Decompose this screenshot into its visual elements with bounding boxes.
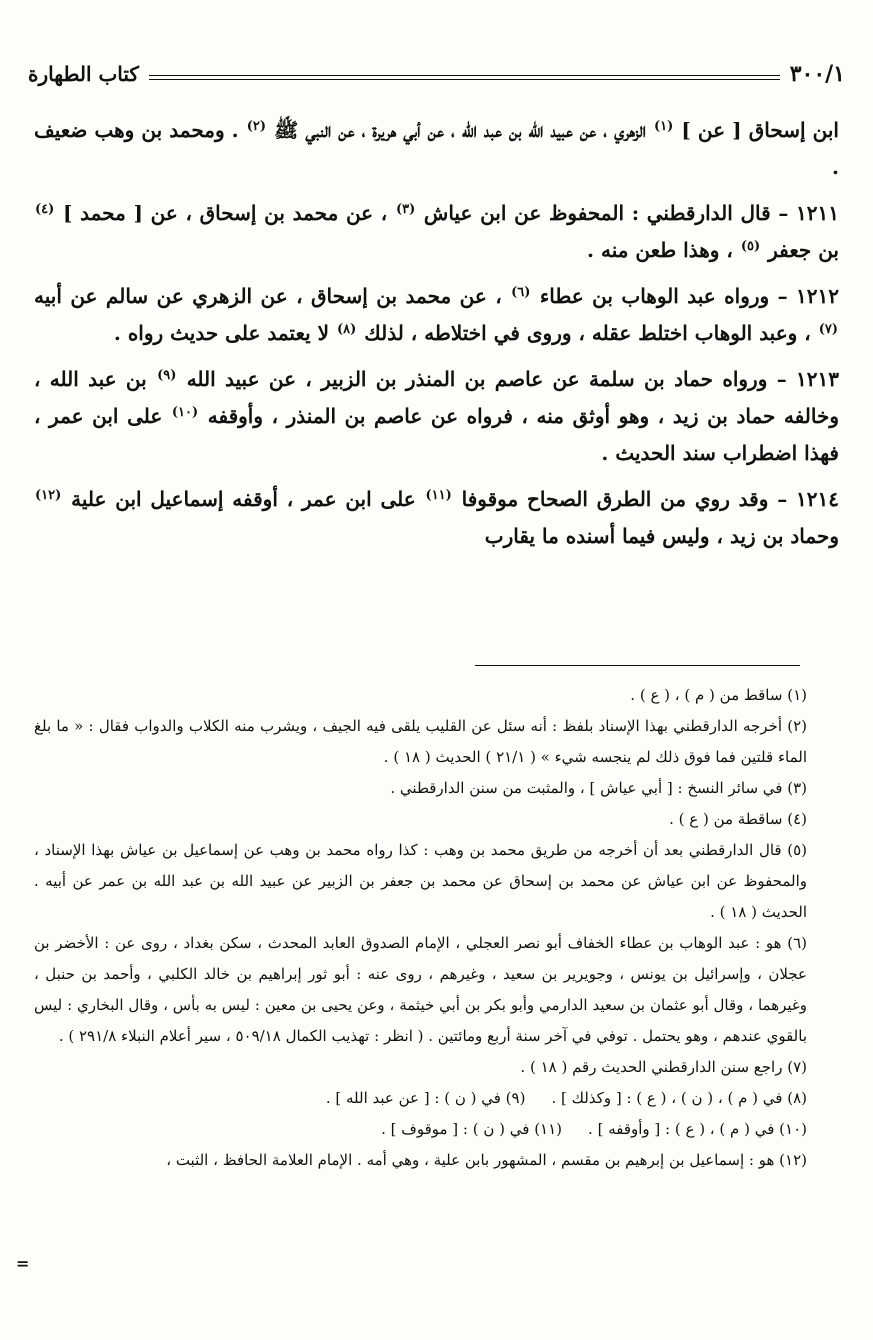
footnote-ref: (١١) [425,488,452,503]
footnote-ref: (٩) [157,368,177,383]
paragraph [34,195,839,269]
footnote-separator [475,665,800,666]
main-text [34,112,839,564]
footnote-ref: (٢) [246,119,267,134]
footnote-ref: (١٠) [171,405,199,420]
text-run: على ابن عمر ، فهذا اضطراب سند الحديث . [34,404,839,465]
paragraph [34,481,839,555]
text-run: وحماد بن زيد ، وليس فيما أسنده ما يقارب [484,524,839,548]
footnote: (١٠) في ( م ) ، ( ع ) : [ وأوقفه ] . [588,1120,807,1138]
text-run: ، عن محمد بن إسحاق ، عن [ محمد ] [55,201,395,225]
text-run: ، وهذا طعن منه . [587,238,740,262]
text-run: ، وعبد الوهاب اختلط عقله ، وروى في اختلاطه ، لذلك [357,321,818,345]
footnote-ref: (١) [654,119,674,134]
text-run: . ومحمد بن وهب ضعيف . [34,118,839,179]
footnotes [34,680,807,1176]
footnote-pair [34,1083,807,1114]
footnote: (٧) راجع سنن الدارقطني الحديث رقم ( ١٨ ) . [520,1058,807,1076]
page-number: ٣٠٠/١ [789,61,845,87]
footnote-pair [34,1114,807,1145]
paragraph [34,361,839,472]
footnote: (١٢) هو : إسماعيل بن إبرهيم بن مقسم ، المشهور بابن علية ، وهي أمه . الإمام العلامة الحافظ ، الثبت ، [166,1151,807,1169]
footnote-ref: (٧) [818,322,838,337]
footnote: (٨) في ( م ) ، ( ن ) ، ( ع ) : [ وكذلك ] . [551,1089,807,1107]
footnote: (٢) أخرجه الدارقطني بهذا الإسناد بلفظ : أنه سئل عن القليب يلقى فيه الجيف ، ويشرب منه الكلاب والدواب فقال : « ما بلغ الماء قلتين فما فوق ذلك لم ينجسه شيء » ( ٢١/١ ) الحديث ( ١٨ ) . [34,717,807,766]
book-title: كتاب الطهارة [28,62,139,86]
text-run: ١٢١٤ – وقد روي من الطرق الصحاح موقوفا [452,487,839,511]
footnote-ref: (٤) [35,202,55,217]
text-run: ، عن محمد بن إسحاق ، عن الزهري عن سالم عن أبيه [34,284,511,308]
footnote: (١) ساقط من ( م ) ، ( ع ) . [630,686,807,704]
footnote-ref: (١٢) [35,488,62,503]
footnote: (٤) ساقطة من ( ع ) . [669,810,807,828]
footnote-ref: (٣) [395,202,416,217]
continuation-mark: = [16,1254,30,1273]
footnote-ref: (٥) [740,239,761,254]
text-run: بن جعفر [761,238,839,262]
footnote-ref: (٨) [337,322,357,337]
text-run: الزهري ، عن عبيد الله بن عبد الله ، عن أبي هريرة ، عن النبي ﷺ [267,118,653,142]
text-run: ١٢١١ – قال الدارقطني : المحفوظ عن ابن عياش [416,201,839,225]
text-run: على ابن عمر ، أوقفه إسماعيل ابن علية [62,487,425,511]
page-header [28,56,845,92]
footnote: (٦) هو : عبد الوهاب بن عطاء الخفاف أبو نصر العجلي ، الإمام الصدوق العابد المحدث ، سكن بغداد ، روى عن : الأخضر بن عجلان ، وإسرائيل بن يونس ، وجويرير بن سعيد ، وغيرهم ، روى عنه : أبو ثور إبراهيم بن خالد الكلبي ، وأحمد بن حنبل ، وغيرهما ، وقال أبو عثمان بن سعيد الدارمي وأبو بكر بن أبي خيثمة ، وعن يحيى بن معين : ليس به بأس ، وقال البخاري : ليس بالقوي عندهم ، وهو يحتمل . توفي في آخر سنة أربع ومائتين . ( انظر : تهذيب الكمال ٥٠٩/١٨ ، سير أعلام النبلاء ٢٩١/٨ ) . [34,934,807,1045]
text-run: ١٢١٣ – ورواه حماد بن سلمة عن عاصم بن المنذر بن الزبير ، عن عبيد الله [177,367,839,391]
footnote: (١١) في ( ن ) : [ موقوف ] . [381,1120,563,1138]
text-run: ابن إسحاق [ عن ] [674,118,839,142]
header-rule [149,75,780,80]
paragraph [34,278,839,352]
paragraph [34,112,839,186]
text-run: بن عبد الله ، وخالفه حماد بن زيد ، وهو أوثق منه ، فرواه عن عاصم بن المنذر ، وأوقفه [34,367,839,428]
footnote: (٥) قال الدارقطني بعد أن أخرجه من طريق محمد بن وهب : كذا رواه محمد بن وهب عن إسماعيل بن عياش بهذا الإسناد ، والمحفوظ عن ابن عياش عن محمد بن إسحاق عن محمد بن جعفر بن الزبير عن عبيد الله بن عبد الله بن عمر عن أبيه . الحديث ( ١٨ ) . [34,841,807,921]
footnote: (٣) في سائر النسخ : [ أبي عياش ] ، والمثبت من سنن الدارقطني . [390,779,807,797]
footnote-ref: (٦) [511,285,531,300]
footnote: (٩) في ( ن ) : [ عن عبد الله ] . [325,1089,526,1107]
text-run: ١٢١٢ – ورواه عبد الوهاب بن عطاء [531,284,840,308]
text-run: لا يعتمد على حديث رواه . [113,321,337,345]
